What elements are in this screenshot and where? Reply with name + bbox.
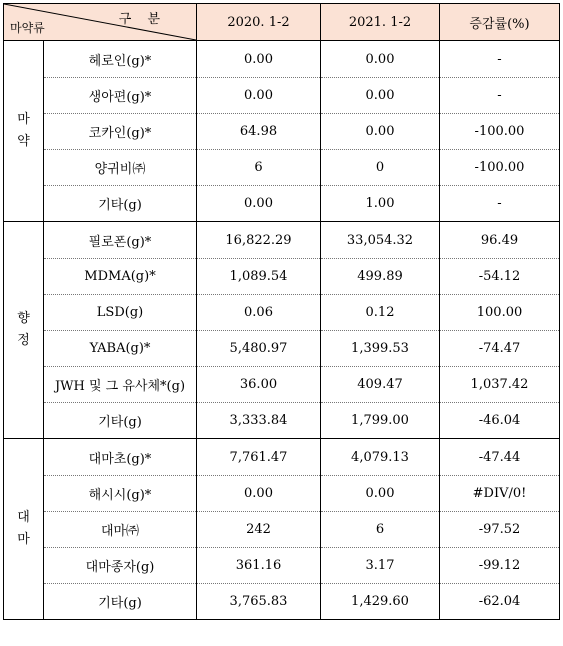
item-cell: 필로폰(g)* xyxy=(44,222,197,259)
change-rate-cell: -97.52 xyxy=(440,512,560,548)
table-row xyxy=(4,403,560,439)
table-row xyxy=(4,222,560,259)
change-rate-cell: -99.12 xyxy=(440,548,560,584)
value-2021-cell: 0.00 xyxy=(321,476,440,512)
category-cell: 향 정 xyxy=(4,222,44,439)
item-cell: 대마㈜ xyxy=(44,512,197,548)
change-rate-cell: -100.00 xyxy=(440,150,560,186)
item-cell: 생아편(g)* xyxy=(44,78,197,114)
value-2020-cell: 242 xyxy=(197,512,321,548)
value-2021-cell: 6 xyxy=(321,512,440,548)
table-row xyxy=(4,512,560,548)
item-cell: 헤로인(g)* xyxy=(44,41,197,78)
value-2021-cell: 0.00 xyxy=(321,41,440,78)
value-2021-cell: 33,054.32 xyxy=(321,222,440,259)
category-cell: 마 약 xyxy=(4,41,44,222)
table-row xyxy=(4,331,560,367)
value-2020-cell: 64.98 xyxy=(197,114,321,150)
value-2020-cell: 3,333.84 xyxy=(197,403,321,439)
table-row xyxy=(4,295,560,331)
change-rate-cell: -62.04 xyxy=(440,584,560,620)
header-corner-cell xyxy=(4,4,197,41)
table-row xyxy=(4,367,560,403)
table-row xyxy=(4,186,560,222)
item-cell: 기타(g) xyxy=(44,403,197,439)
change-rate-cell: -46.04 xyxy=(440,403,560,439)
header-2021: 2021. 1-2 xyxy=(321,4,440,41)
value-2020-cell: 5,480.97 xyxy=(197,331,321,367)
item-cell: LSD(g) xyxy=(44,295,197,331)
table-row xyxy=(4,41,560,78)
value-2021-cell: 1,799.00 xyxy=(321,403,440,439)
header-2020: 2020. 1-2 xyxy=(197,4,321,41)
change-rate-cell: - xyxy=(440,41,560,78)
change-rate-cell: -100.00 xyxy=(440,114,560,150)
value-2020-cell: 0.00 xyxy=(197,186,321,222)
table-row xyxy=(4,584,560,620)
table-row xyxy=(4,476,560,512)
category-cell: 대 마 xyxy=(4,439,44,620)
item-cell: JWH 및 그 유사체*(g) xyxy=(44,367,197,403)
value-2020-cell: 0.00 xyxy=(197,41,321,78)
value-2020-cell: 1,089.54 xyxy=(197,259,321,295)
change-rate-cell: #DIV/0! xyxy=(440,476,560,512)
value-2020-cell: 36.00 xyxy=(197,367,321,403)
item-cell: MDMA(g)* xyxy=(44,259,197,295)
item-cell: 기타(g) xyxy=(44,584,197,620)
value-2021-cell: 1,399.53 xyxy=(321,331,440,367)
table-body xyxy=(4,41,560,620)
drug-seizure-table xyxy=(3,3,560,620)
value-2020-cell: 0.06 xyxy=(197,295,321,331)
value-2021-cell: 1.00 xyxy=(321,186,440,222)
value-2020-cell: 0.00 xyxy=(197,78,321,114)
item-cell: 대마초(g)* xyxy=(44,439,197,476)
value-2020-cell: 7,761.47 xyxy=(197,439,321,476)
value-2021-cell: 499.89 xyxy=(321,259,440,295)
item-cell: 해시시(g)* xyxy=(44,476,197,512)
table-row xyxy=(4,259,560,295)
value-2020-cell: 361.16 xyxy=(197,548,321,584)
change-rate-cell: - xyxy=(440,186,560,222)
value-2021-cell: 3.17 xyxy=(321,548,440,584)
table-row xyxy=(4,439,560,476)
table-row xyxy=(4,114,560,150)
item-cell: 코카인(g)* xyxy=(44,114,197,150)
item-cell: 대마종자(g) xyxy=(44,548,197,584)
change-rate-cell: - xyxy=(440,78,560,114)
item-cell: YABA(g)* xyxy=(44,331,197,367)
value-2020-cell: 0.00 xyxy=(197,476,321,512)
value-2021-cell: 1,429.60 xyxy=(321,584,440,620)
change-rate-cell: 1,037.42 xyxy=(440,367,560,403)
change-rate-cell: -47.44 xyxy=(440,439,560,476)
value-2021-cell: 4,079.13 xyxy=(321,439,440,476)
item-cell: 기타(g) xyxy=(44,186,197,222)
value-2021-cell: 0.12 xyxy=(321,295,440,331)
change-rate-cell: -54.12 xyxy=(440,259,560,295)
header-drug-class: 마약류 xyxy=(10,21,45,35)
value-2021-cell: 0.00 xyxy=(321,114,440,150)
item-cell: 양귀비㈜ xyxy=(44,150,197,186)
value-2021-cell: 0 xyxy=(321,150,440,186)
table-row xyxy=(4,150,560,186)
value-2020-cell: 16,822.29 xyxy=(197,222,321,259)
change-rate-cell: 96.49 xyxy=(440,222,560,259)
value-2021-cell: 0.00 xyxy=(321,78,440,114)
header-gubun: 구 분 xyxy=(118,12,166,27)
table-row xyxy=(4,78,560,114)
change-rate-cell: -74.47 xyxy=(440,331,560,367)
table-row xyxy=(4,548,560,584)
value-2020-cell: 3,765.83 xyxy=(197,584,321,620)
value-2021-cell: 409.47 xyxy=(321,367,440,403)
value-2020-cell: 6 xyxy=(197,150,321,186)
header-change-rate: 증감률(%) xyxy=(440,4,560,41)
change-rate-cell: 100.00 xyxy=(440,295,560,331)
